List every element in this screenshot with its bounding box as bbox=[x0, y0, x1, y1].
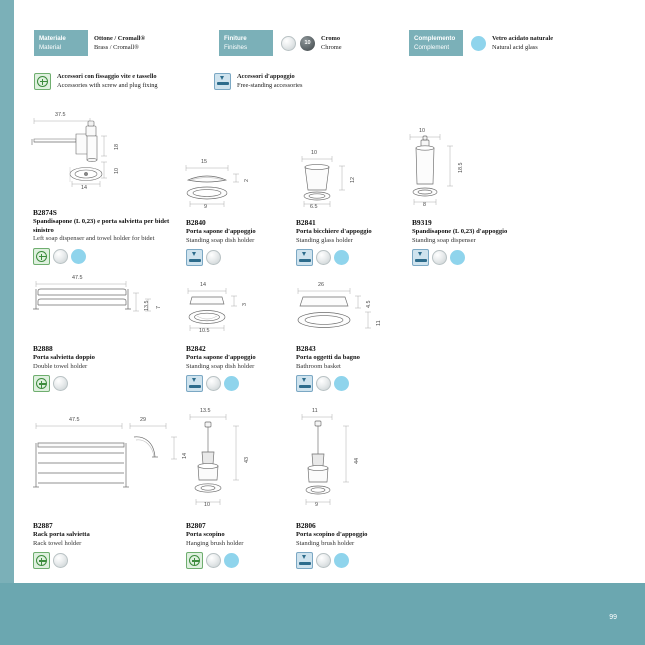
product-b9319 bbox=[412, 218, 537, 266]
legend-finishes-tag bbox=[219, 30, 273, 56]
drawing-b2888 bbox=[24, 275, 174, 335]
dim-b2840-width: 15 bbox=[201, 159, 207, 165]
free-standing-icon bbox=[214, 73, 231, 90]
glass-swatch-icon bbox=[224, 553, 239, 568]
product-badges bbox=[296, 552, 406, 569]
product-b2843 bbox=[296, 344, 406, 392]
product-name-it: Porta bicchiere d'appoggio bbox=[296, 228, 372, 235]
page-number: 99 bbox=[609, 614, 617, 621]
legend-finishes-text bbox=[315, 34, 342, 52]
dim-b2806-width: 11 bbox=[312, 408, 318, 414]
legend-free-standing-it: Accessori d'appoggio bbox=[237, 73, 295, 80]
legend-material-value-en: Brass / Cromall® bbox=[94, 44, 139, 51]
product-code: B2842 bbox=[186, 344, 206, 353]
legend-screw-plug-text bbox=[51, 72, 158, 90]
product-name-en: Hanging brush holder bbox=[186, 539, 244, 547]
product-name-en: Standing glass holder bbox=[296, 236, 353, 244]
dim-b2874s-h1: 18 bbox=[114, 144, 120, 150]
legend-material-value-it: Ottone / Cromall® bbox=[94, 35, 146, 42]
dim-b2874s-width: 37.5 bbox=[55, 112, 66, 118]
product-code: B2807 bbox=[186, 521, 206, 530]
dim-b2874s-depth: 14 bbox=[81, 185, 87, 191]
drawing-b2874s bbox=[24, 112, 164, 202]
drawing-b2841 bbox=[288, 150, 398, 210]
left-accent-bar bbox=[0, 0, 14, 645]
product-b2874s bbox=[33, 208, 178, 265]
glass-swatch-icon bbox=[334, 376, 349, 391]
product-name-it: Rack porta salvietta bbox=[33, 531, 90, 538]
bottom-accent-bar bbox=[0, 583, 645, 645]
product-name-it: Porta scopino bbox=[186, 531, 225, 538]
dim-b2841-width: 10 bbox=[311, 150, 317, 156]
drawing-b9319 bbox=[396, 128, 506, 210]
drawing-b2843 bbox=[288, 282, 408, 337]
legend-complement bbox=[409, 30, 609, 56]
product-b2806 bbox=[296, 521, 406, 569]
legend-complement-tag bbox=[409, 30, 463, 56]
dim-b2807-width: 13.5 bbox=[200, 408, 211, 414]
product-badges bbox=[33, 375, 173, 392]
product-name-it: Porta sapone d'appoggio bbox=[186, 228, 256, 235]
legend-complement-tag-en: Complement bbox=[414, 44, 450, 51]
product-b2807 bbox=[186, 521, 291, 569]
chrome-swatch-icon bbox=[53, 249, 68, 264]
free-standing-icon bbox=[296, 249, 313, 266]
glass-swatch-icon bbox=[71, 249, 86, 264]
product-name-en: Standing soap dish holder bbox=[186, 236, 255, 244]
dim-b2843-height: 4.5 bbox=[366, 300, 372, 308]
product-name-en: Standing soap dispenser bbox=[412, 236, 476, 244]
dim-b2807-height: 43 bbox=[244, 457, 250, 463]
legend-finishes-value-en: Chrome bbox=[321, 44, 342, 51]
product-badges bbox=[33, 248, 178, 265]
dim-b9319-depth: 8 bbox=[423, 202, 426, 208]
dim-b2807-depth: 10 bbox=[204, 502, 210, 508]
drawing-b2806 bbox=[288, 408, 403, 513]
dim-b2874s-h2: 10 bbox=[114, 168, 120, 174]
dim-b2843-width: 26 bbox=[318, 282, 324, 288]
chrome-swatch-icon bbox=[53, 376, 68, 391]
screw-plug-icon bbox=[186, 552, 203, 569]
product-code: B9319 bbox=[412, 218, 432, 227]
product-code: B2888 bbox=[33, 344, 53, 353]
legend-free-standing bbox=[214, 72, 414, 90]
free-standing-icon bbox=[186, 249, 203, 266]
chrome-swatch-icon bbox=[53, 553, 68, 568]
glass-swatch-icon bbox=[450, 250, 465, 265]
legend-material-text bbox=[88, 34, 145, 52]
legend-finishes-value-it: Cromo bbox=[321, 35, 341, 42]
legend-finishes bbox=[219, 30, 409, 56]
dim-b2843-depth: 11 bbox=[376, 320, 382, 326]
product-badges bbox=[33, 552, 173, 569]
product-name-it: Spandisapone (L 0,23) e porta salvietta per bidet sinistro bbox=[33, 218, 170, 234]
product-b2887 bbox=[33, 521, 173, 569]
chrome-swatch-icon bbox=[316, 553, 331, 568]
dim-b2841-depth: 6.5 bbox=[310, 204, 318, 210]
glass-swatch-icon bbox=[334, 553, 349, 568]
product-b2842 bbox=[186, 344, 291, 392]
product-badges bbox=[412, 249, 537, 266]
legend-row-2 bbox=[34, 72, 414, 90]
product-code: B2843 bbox=[296, 344, 316, 353]
legend-free-standing-en: Free-standing accessories bbox=[237, 82, 303, 89]
legend-screw-plug-en: Accessories with screw and plug fixing bbox=[57, 82, 158, 89]
legend-complement-value-en: Natural acid glass bbox=[492, 44, 538, 51]
product-badges bbox=[296, 375, 406, 392]
chrome-swatch-icon bbox=[432, 250, 447, 265]
product-b2888 bbox=[33, 344, 173, 392]
product-code: B2841 bbox=[296, 218, 316, 227]
free-standing-icon bbox=[296, 552, 313, 569]
dim-b2888-height: 13.5 bbox=[144, 300, 150, 311]
product-code: B2806 bbox=[296, 521, 316, 530]
legend-material-tag-it: Materiale bbox=[39, 35, 66, 42]
product-badges bbox=[296, 249, 401, 266]
legend-complement-tag-it: Complemento bbox=[414, 35, 456, 42]
free-standing-icon bbox=[296, 375, 313, 392]
dim-b2842-height: 3 bbox=[242, 303, 248, 306]
product-name-en: Standing brush holder bbox=[296, 539, 355, 547]
screw-plug-icon bbox=[33, 375, 50, 392]
product-name-it: Porta scopino d'appoggio bbox=[296, 531, 368, 538]
legend-screw-plug bbox=[34, 72, 214, 90]
product-badges bbox=[186, 375, 291, 392]
drawing-b2807 bbox=[178, 408, 293, 513]
product-name-it: Porta salvietta doppio bbox=[33, 354, 95, 361]
chrome-swatch-icon bbox=[206, 376, 221, 391]
legend-free-standing-text bbox=[231, 72, 302, 90]
legend-finishes-tag-en: Finishes bbox=[224, 44, 248, 51]
chrome-swatch-icon bbox=[206, 553, 221, 568]
drawing-b2840 bbox=[178, 160, 288, 210]
chrome-swatch-icon bbox=[316, 250, 331, 265]
dim-b2806-depth: 9 bbox=[315, 502, 318, 508]
product-name-it: Porta oggetti da bagno bbox=[296, 354, 360, 361]
dim-b2842-width: 14 bbox=[200, 282, 206, 288]
dim-b2806-height: 44 bbox=[354, 458, 360, 464]
free-standing-icon bbox=[412, 249, 429, 266]
product-b2840 bbox=[186, 218, 286, 266]
chrome-swatch-icon bbox=[206, 250, 221, 265]
product-name-it: Spandisapone (L 0,23) d'appoggio bbox=[412, 228, 508, 235]
screw-plug-icon bbox=[34, 73, 51, 90]
legend-finishes-tag-it: Finiture bbox=[224, 35, 247, 42]
finish-code-badge: 10 bbox=[300, 36, 315, 51]
legend bbox=[34, 30, 614, 56]
chrome-swatch-icon bbox=[316, 376, 331, 391]
dim-b2887-width: 47.5 bbox=[69, 417, 80, 423]
drawing-b2887 bbox=[24, 415, 188, 510]
product-b2841 bbox=[296, 218, 401, 266]
glass-swatch-icon bbox=[224, 376, 239, 391]
legend-row-1 bbox=[34, 30, 614, 56]
screw-plug-icon bbox=[33, 552, 50, 569]
dim-b2887-proj: 29 bbox=[140, 417, 146, 423]
legend-material-tag bbox=[34, 30, 88, 56]
legend-screw-plug-it: Accessori con fissaggio vite e tassello bbox=[57, 73, 157, 80]
chrome-swatch-icon bbox=[281, 36, 296, 51]
free-standing-icon bbox=[186, 375, 203, 392]
product-name-en: Rack towel holder bbox=[33, 539, 82, 547]
product-badges bbox=[186, 552, 291, 569]
product-code: B2887 bbox=[33, 521, 53, 530]
drawing-b2842 bbox=[178, 282, 288, 337]
product-name-en: Bathroom basket bbox=[296, 362, 341, 370]
product-name-en: Standing soap dish holder bbox=[186, 362, 255, 370]
dim-b2887-height: 14 bbox=[182, 453, 188, 459]
screw-plug-icon bbox=[33, 248, 50, 265]
legend-complement-text bbox=[486, 34, 553, 52]
dim-b2840-depth: 9 bbox=[204, 204, 207, 210]
dim-b2888-depth: 7 bbox=[156, 306, 162, 309]
product-code: B2874S bbox=[33, 208, 57, 217]
dim-b2888-width: 47.5 bbox=[72, 275, 83, 281]
dim-b9319-height: 18.5 bbox=[458, 162, 464, 173]
dim-b2842-depth: 10.5 bbox=[199, 328, 210, 334]
glass-swatch-icon bbox=[471, 36, 486, 51]
product-badges bbox=[186, 249, 286, 266]
legend-material-tag-en: Material bbox=[39, 44, 62, 51]
product-name-it: Porta sapone d'appoggio bbox=[186, 354, 256, 361]
glass-swatch-icon bbox=[334, 250, 349, 265]
legend-material bbox=[34, 30, 219, 56]
legend-complement-value-it: Vetro acidato naturale bbox=[492, 35, 554, 42]
dim-b2840-height: 2 bbox=[244, 179, 250, 182]
product-name-en: Double towel holder bbox=[33, 362, 88, 370]
product-code: B2840 bbox=[186, 218, 206, 227]
product-name-en: Left soap dispenser and towel holder for bidet bbox=[33, 235, 155, 243]
dim-b9319-width: 10 bbox=[419, 128, 425, 134]
dim-b2841-height: 12 bbox=[350, 177, 356, 183]
